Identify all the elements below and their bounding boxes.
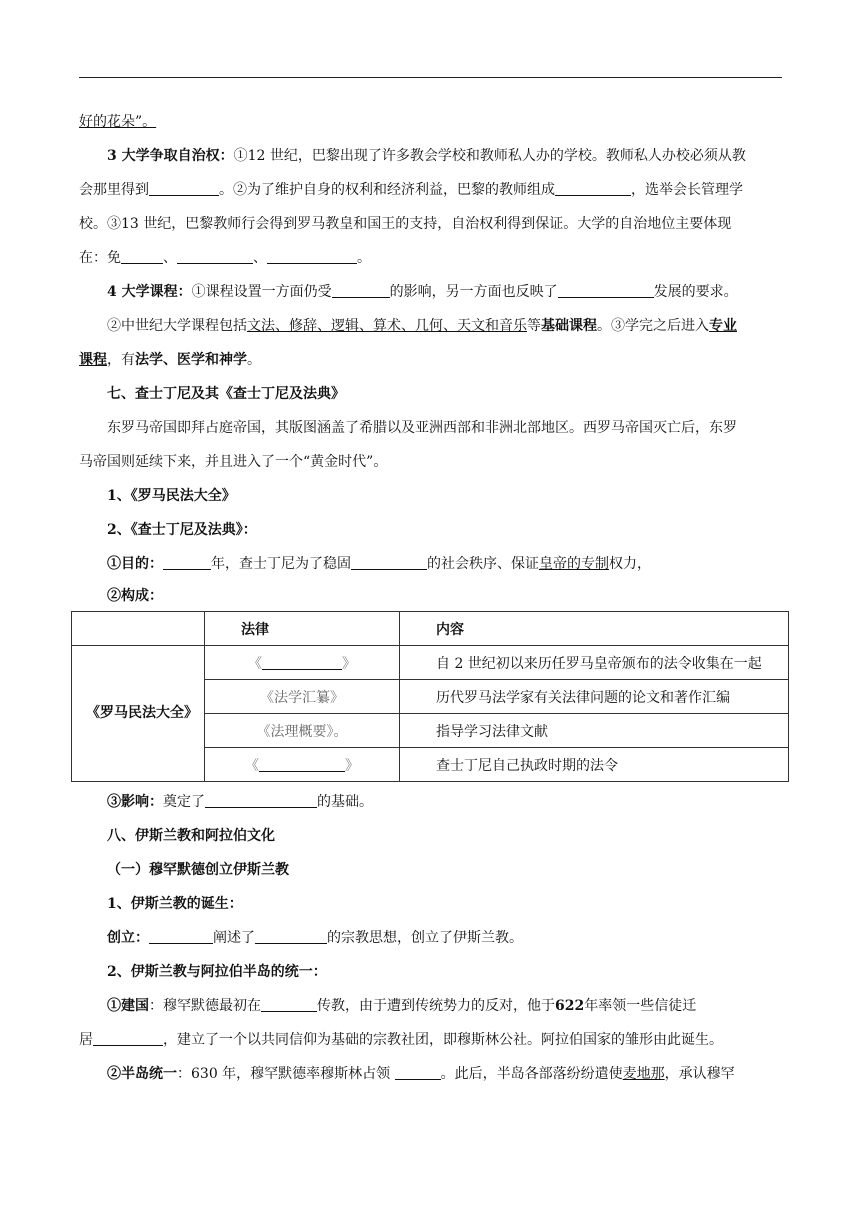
paragraph-university-autonomy: 3 大学争取自治权：①12 世纪，巴黎出现了许多教会学校和教师私人办的学校。教师私人办校必须从教 (107, 148, 746, 164)
fill-blank[interactable] (205, 793, 317, 808)
fill-blank[interactable] (558, 283, 654, 298)
list-item: 1、《罗马民法大全》 (107, 488, 236, 504)
law-cell: 《 》 (205, 748, 400, 782)
content-cell: 查士丁尼自己执政时期的法令 (400, 748, 789, 782)
fill-blank[interactable] (555, 181, 631, 196)
text-line: 在：免 、 、 。 (79, 250, 371, 266)
paragraph-university-courses: 4 大学课程：①课程设置一方面仍受 的影响，另一方面也反映了 发展的要求。 (107, 284, 738, 300)
text-line: 会那里得到 。②为了维护自身的权利和经济利益，巴黎的教师组成 ，选举会长管理学 (79, 182, 743, 198)
fill-blank[interactable] (395, 1065, 441, 1080)
text-line: 居 ，建立了一个以共同信仰为基础的宗教社团，即穆斯林公社。阿拉伯国家的雏形由此诞生。 (79, 1032, 723, 1048)
text-line: ②中世纪大学课程包括文法、修辞、逻辑、算术、几何、天文和音乐等基础课程。③学完之后进入专业 (107, 318, 737, 334)
fill-blank[interactable] (351, 555, 427, 570)
list-item: 2、《查士丁尼及法典》： (107, 522, 257, 538)
fill-blank[interactable] (149, 929, 213, 944)
content-cell: 指导学习法律文献 (400, 714, 789, 748)
section-heading: 八、伊斯兰教和阿拉伯文化 (107, 828, 275, 844)
content-cell: 自 2 世纪初以来历任罗马皇帝颁布的法令收集在一起 (400, 646, 789, 680)
fill-blank[interactable] (177, 249, 253, 264)
text-line: 校。③13 世纪，巴黎教师行会得到罗马教皇和国王的支持，自治权利得到保证。大学的自治地位主要体现 (79, 216, 732, 232)
text-line: 马帝国则延续下来，并且进入了一个“黄金时代”。 (79, 454, 388, 470)
fill-blank[interactable] (332, 283, 390, 298)
fill-blank[interactable] (262, 655, 342, 670)
fill-blank[interactable] (267, 249, 357, 264)
fill-blank[interactable] (93, 1031, 163, 1046)
text-line: 创立： 阐述了 的宗教思想，创立了伊斯兰教。 (107, 930, 523, 946)
fill-blank[interactable] (149, 181, 219, 196)
text-line: 课程，有法学、医学和神学。 (79, 352, 261, 368)
fill-blank[interactable] (261, 997, 317, 1012)
table-header-row (72, 612, 789, 646)
list-item: 1、伊斯兰教的诞生： (107, 896, 243, 912)
law-cell: 《法理概要》。 (205, 714, 400, 748)
law-cell: 《法学汇纂》 (205, 680, 400, 714)
list-item: 2、伊斯兰教与阿拉伯半岛的统一： (107, 964, 327, 980)
group-label-cell: 《罗马民法大全》 (72, 646, 205, 782)
fill-blank[interactable] (255, 929, 327, 944)
subsection-heading: （一）穆罕默德创立伊斯兰教 (107, 862, 289, 878)
table-header-cell: 内容 (400, 612, 789, 646)
table-row (72, 646, 789, 680)
fill-blank[interactable] (163, 555, 211, 570)
text-line: ①目的： 年，查士丁尼为了稳固 的社会秩序、保证皇帝的专制权力， (107, 556, 651, 572)
fill-blank[interactable] (121, 249, 163, 264)
law-table (71, 611, 789, 782)
text-line: ②半岛统一：630 年，穆罕默德率穆斯林占领 。此后，半岛各部落纷纷遣使麦地那，承认穆罕 (107, 1066, 735, 1082)
text-line: ①建国：穆罕默德最初在 传教，由于遭到传统势力的反对，他于622年率领一些信徒迁 (107, 998, 697, 1014)
header-rule (79, 77, 782, 78)
text-line: 好的花朵”。 (79, 114, 157, 130)
text-line: ②构成： (107, 588, 163, 604)
table-header-cell: 法律 (205, 612, 400, 646)
table-header-cell (72, 612, 205, 646)
law-cell: 《 》 (205, 646, 400, 680)
text-line: 东罗马帝国即拜占庭帝国，其版图涵盖了希腊以及亚洲西部和非洲北部地区。西罗马帝国灭亡后，东罗 (107, 420, 737, 436)
fill-blank[interactable] (259, 757, 345, 772)
section-heading: 七、查士丁尼及其《查士丁尼及法典》 (107, 386, 345, 402)
content-cell: 历代罗马法学家有关法律问题的论文和著作汇编 (400, 680, 789, 714)
text-line: ③影响：奠定了 的基础。 (107, 794, 373, 810)
